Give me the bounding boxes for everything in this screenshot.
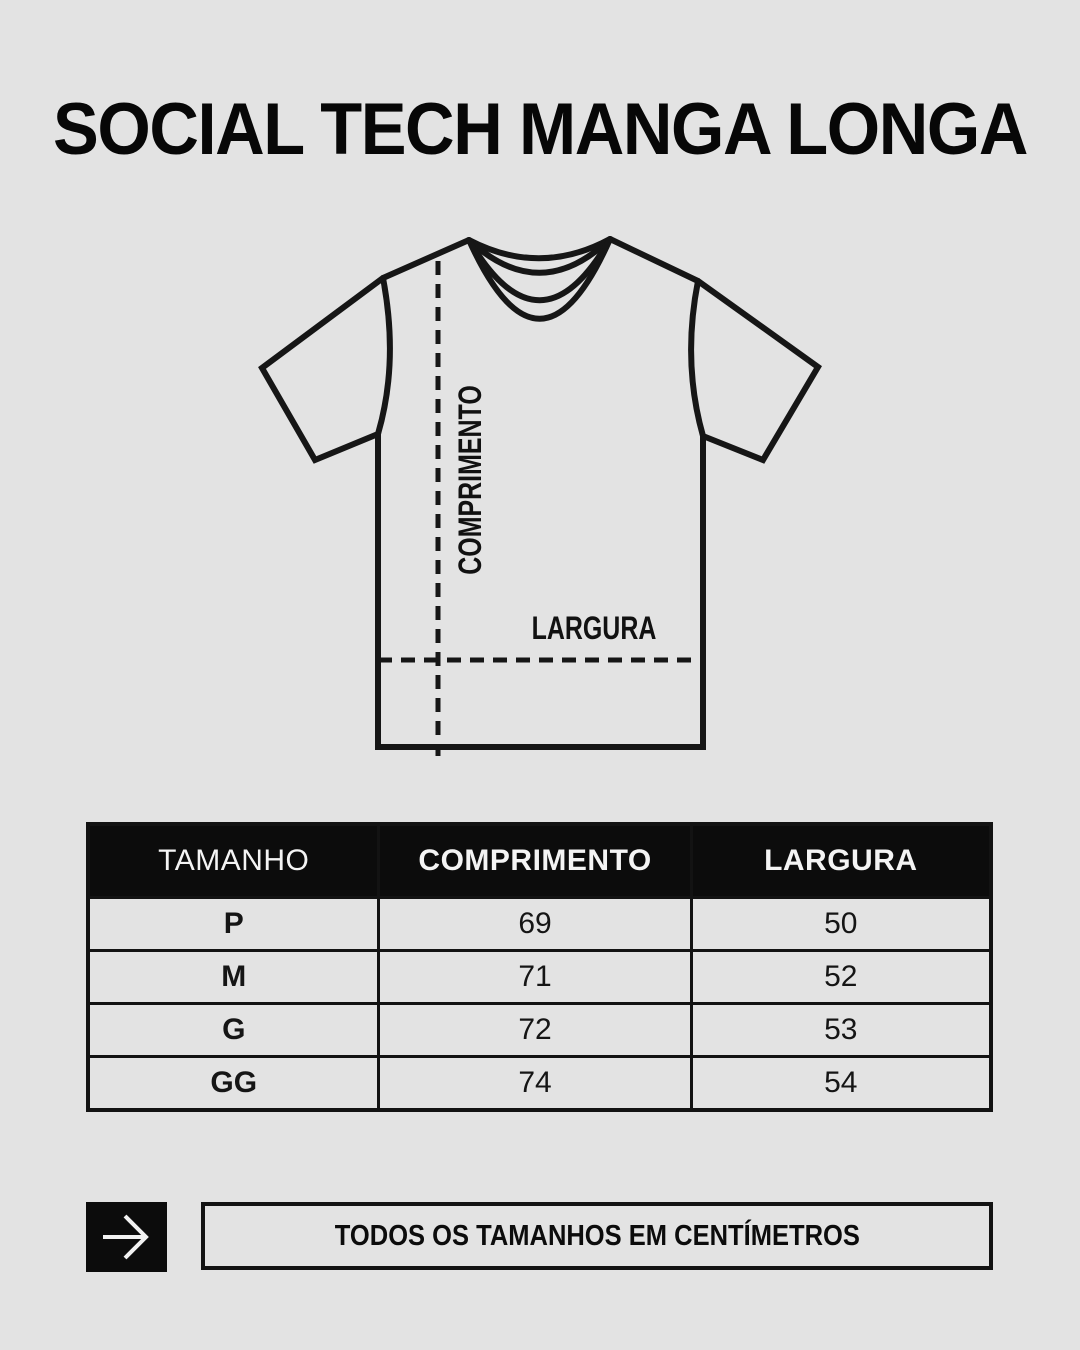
tshirt-outline-icon: [262, 239, 818, 747]
size-table-header-tamanho: TAMANHO: [90, 826, 377, 896]
size-table-row-g-comprimento: 72: [380, 1005, 689, 1055]
size-table-row-gg-largura: 54: [693, 1058, 989, 1108]
units-note-text: TODOS OS TAMANHOS EM CENTÍMETROS: [334, 1219, 860, 1252]
width-label: LARGURA: [531, 611, 657, 647]
size-table-row-gg-comprimento: 74: [380, 1058, 689, 1108]
next-arrow-button[interactable]: [86, 1202, 167, 1272]
tshirt-right-armhole-seam: [691, 281, 703, 436]
size-table-row-m-size: M: [90, 952, 377, 1002]
length-label: COMPRIMENTO: [453, 385, 489, 575]
size-table-row-m-comprimento: 71: [380, 952, 689, 1002]
size-table-row-m-largura: 52: [693, 952, 989, 1002]
tshirt-measurement-diagram: [240, 225, 840, 765]
size-table-row-g-size: G: [90, 1005, 377, 1055]
size-table-header-comprimento: COMPRIMENTO: [380, 826, 689, 896]
size-table-row-p-size: P: [90, 899, 377, 949]
size-table-row-g-largura: 53: [693, 1005, 989, 1055]
size-table-header-largura: LARGURA: [693, 826, 989, 896]
size-table-row-p-largura: 50: [693, 899, 989, 949]
size-table-row-gg-size: GG: [90, 1058, 377, 1108]
tshirt-left-armhole-seam: [378, 278, 390, 434]
arrow-right-icon: [99, 1213, 155, 1261]
page-title: SOCIAL TECH MANGA LONGA: [53, 89, 1027, 170]
units-note-box: [201, 1202, 993, 1270]
size-table: [86, 822, 993, 1112]
size-table-row-p-comprimento: 69: [380, 899, 689, 949]
